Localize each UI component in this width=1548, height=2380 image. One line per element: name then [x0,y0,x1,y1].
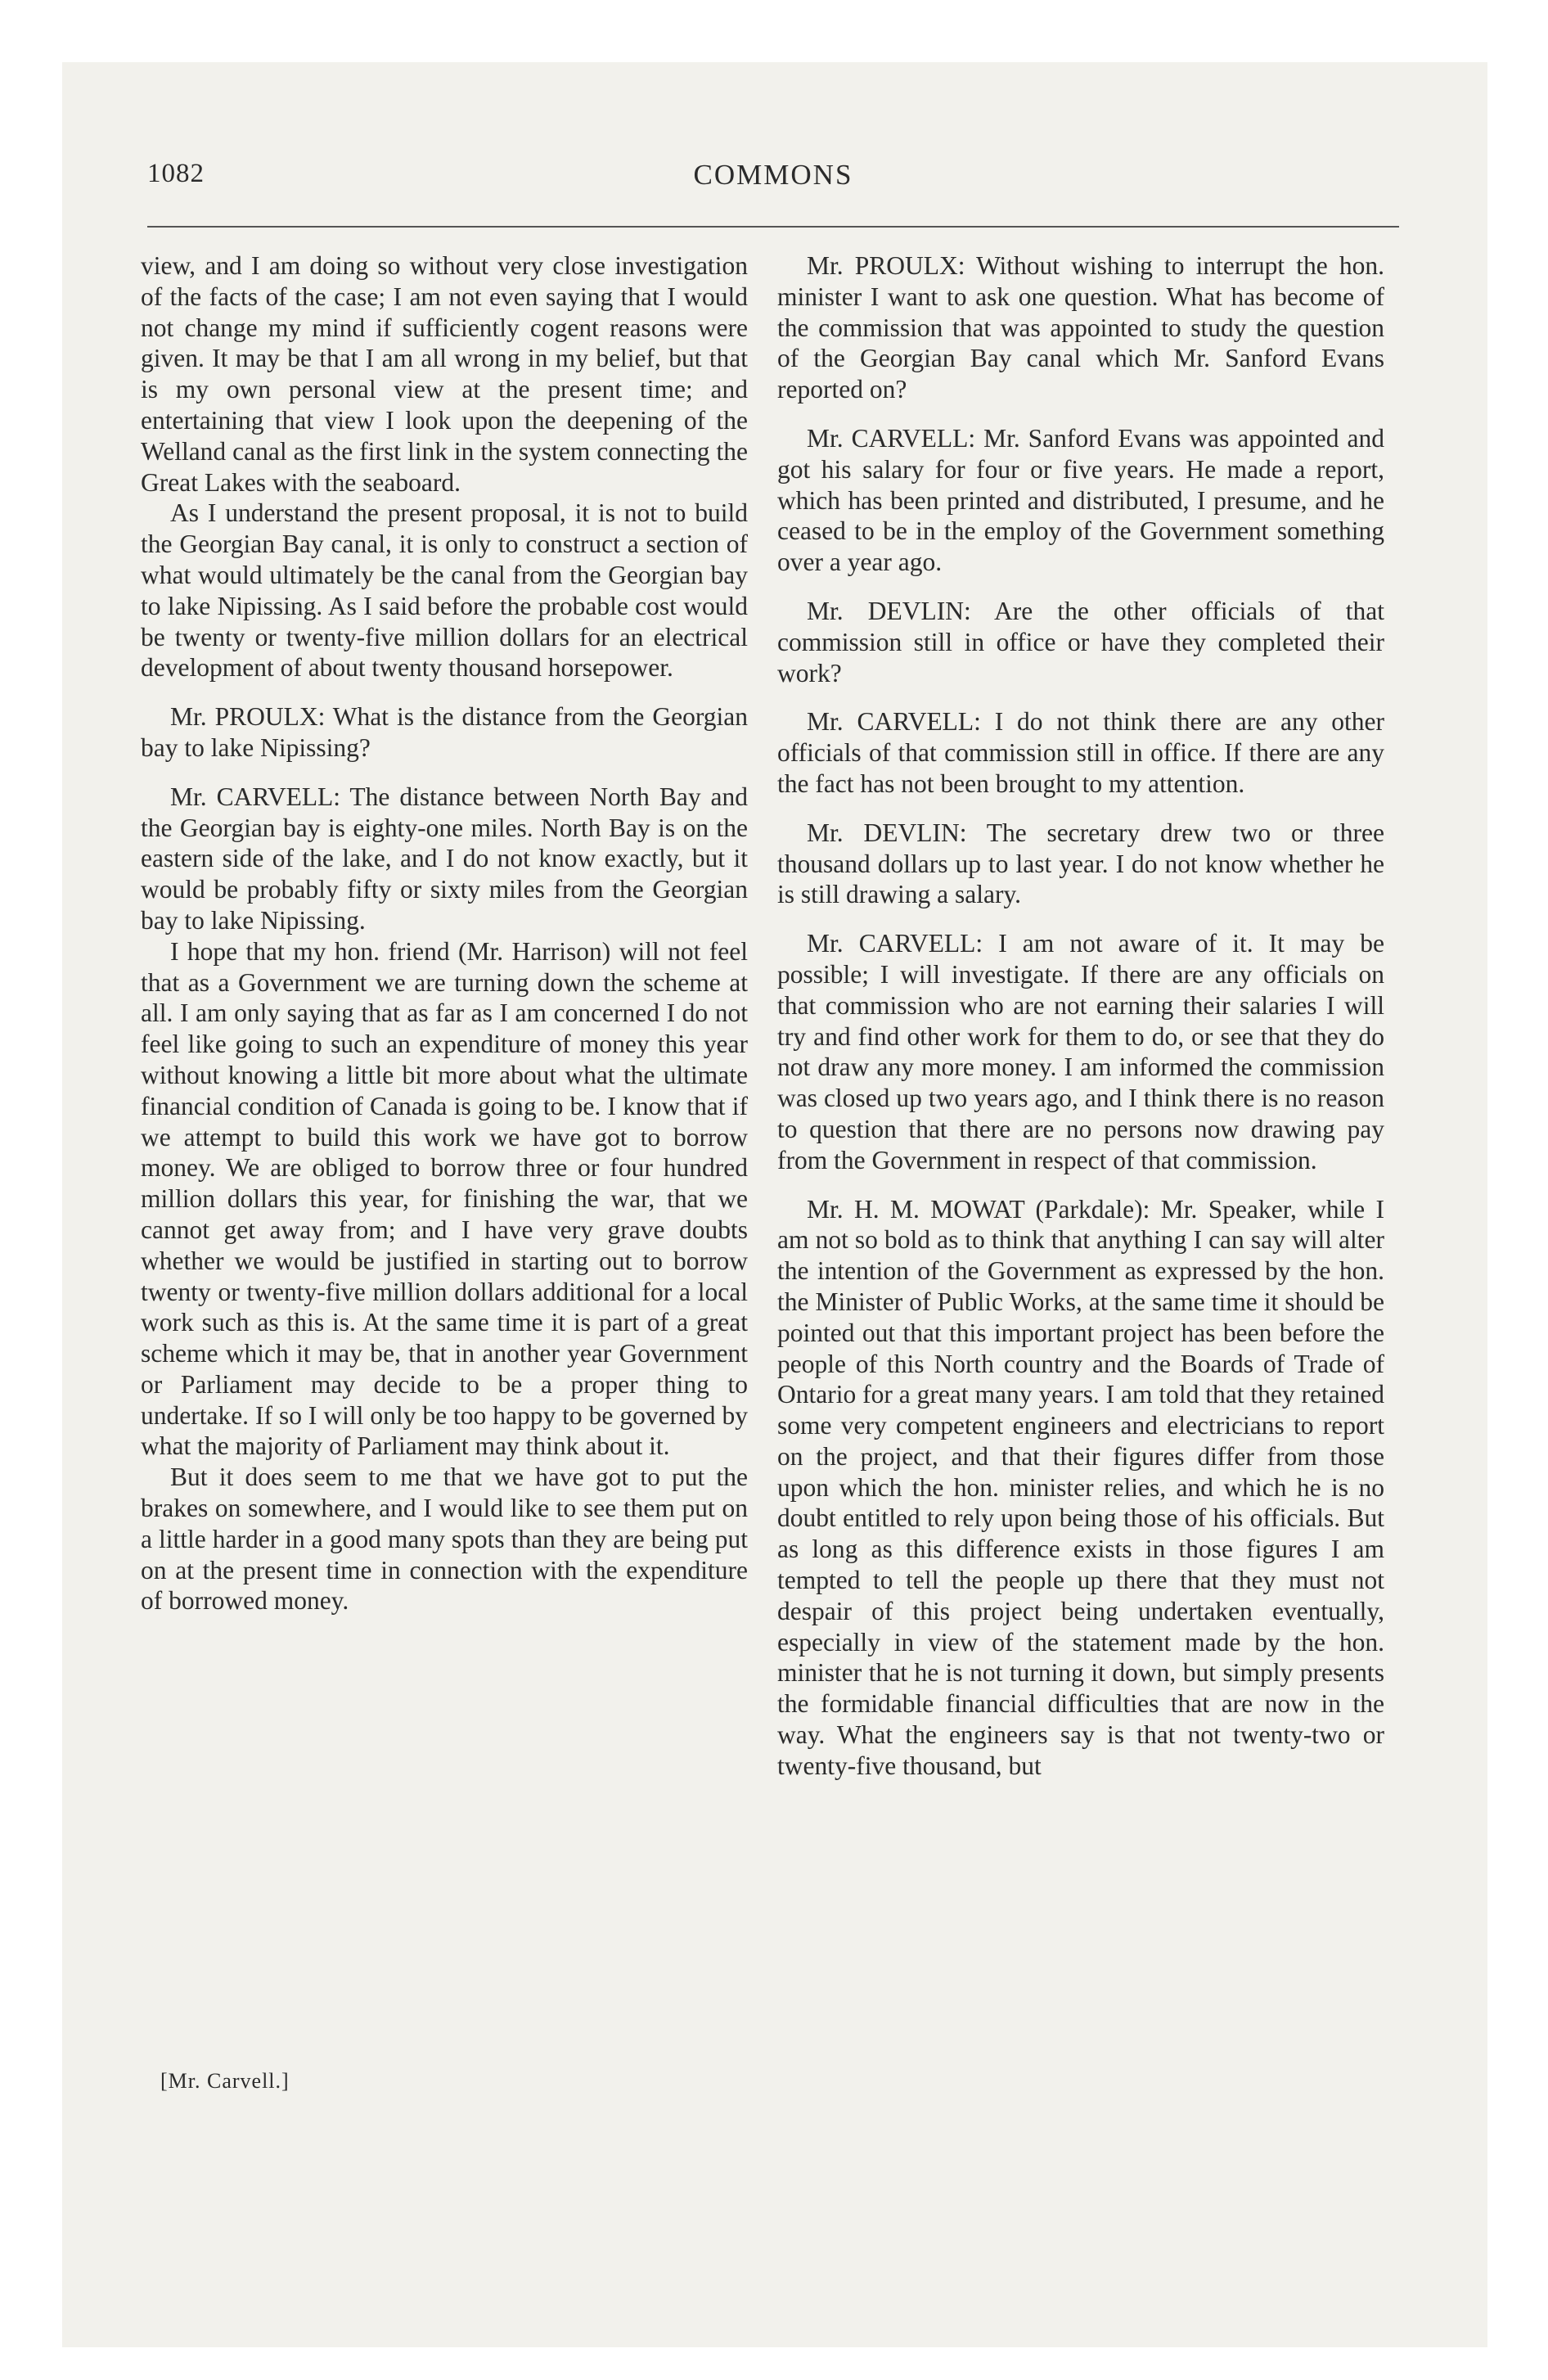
paragraph-left-4: Mr. CARVELL: The distance between North Bay and the Georgian bay is eighty-one miles. North Bay is on the eastern side of the lake, and I do not know exactly, but it would be probably fifty or sixty miles from the Georgian bay to lake Nipissing. [141,782,748,935]
paragraph-right-3: Mr. DEVLIN: Are the other officials of that commission still in office or have they completed their work? [777,596,1384,687]
right-column [777,250,1384,1782]
paragraph-left-1: view, and I am doing so without very close investigation of the facts of the case; I am not even saying that I would not change my mind if sufficiently cogent reasons were given. It may be that I am all wrong in my belief, but that is my own personal view at the present time; and entertaining that view I look upon the deepening of the Welland canal as the first link in the system connecting the Great Lakes with the seaboard. [141,251,748,497]
paragraph-left-2: As I understand the present proposal, it is not to build the Georgian Bay canal, it is only to construct a section of what would ultimately be the canal from the Georgian bay to lake Nipissing. As I said before the probable cost would be twenty or twenty-five million dollars for an electrical development of about twenty thousand horsepower. [141,498,748,683]
paragraph-left-3: Mr. PROULX: What is the distance from the Georgian bay to lake Nipissing? [141,702,748,762]
page-number: 1082 [147,159,205,188]
paragraph-right-5: Mr. DEVLIN: The secretary drew two or three thousand dollars up to last year. I do not know whether he is still drawing a salary. [777,818,1384,909]
paragraph-left-5: I hope that my hon. friend (Mr. Harrison) will not feel that as a Government we are turning down the scheme at all. I am only saying that as far as I am concerned I do not feel like going to such an expenditure of money this year without knowing a little bit more about what the ultimate financial condition of Canada is going to be. I know that if we attempt to build this work we have got to borrow money. We are obliged to borrow three or four hundred million dollars this year, for finishing the war, that we cannot get away from; and I have very grave doubts whether we would be justified in starting out to borrow twenty or twenty-five million dollars additional for a local work such as this is. At the same time it is part of a great scheme which it may be, that in another year Government or Parliament may decide to be a proper thing to undertake. If so I will only be too happy to be governed by what the majority of Parliament may think about it. [141,936,748,1461]
header-rule [147,226,1399,228]
paragraph-right-6: Mr. CARVELL: I am not aware of it. It may be possible; I will investigate. If there are any officials on that commission who are not earning their salaries I will try and find other work for them to do, or see that they do not draw any more money. I am informed the commission was closed up two years ago, and I think there is no reason to question that there are no persons now drawing pay from the Government in respect of that commission. [777,929,1384,1174]
speaker-footer-note: [Mr. Carvell.] [160,2069,290,2093]
paragraph-right-7: Mr. H. M. MOWAT (Parkdale): Mr. Speaker, while I am not so bold as to think that anything I can say will alter the intention of the Government as expressed by the hon. the Minister of Public Works, at the same time it should be pointed out that this important project has been before the people of this North country and the Boards of Trade of Ontario for a great many years. I am told that they retained some very competent engineers and electricians to report on the project, and that their figures differ from those upon which the hon. minister relies, and which he is no doubt entitled to rely upon being those of his officials. But as long as this difference exists in those figures I am tempted to tell the people up there that they must not despair of this project being undertaken eventually, especially in view of the statement made by the hon. minister that he is not turning it down, but simply presents the formidable financial difficulties that are now in the way. What the engineers say is that not twenty-two or twenty-five thousand, but [777,1194,1384,1780]
paragraph-right-2: Mr. CARVELL: Mr. Sanford Evans was appointed and got his salary for four or five years. He made a report, which has been printed and distributed, I presume, and he ceased to be in the employ of the Government something over a year ago. [777,423,1384,577]
running-head: COMMONS [693,159,853,191]
paragraph-right-4: Mr. CARVELL: I do not think there are any other officials of that commission still in office. If there are any the fact has not been brought to my attention. [777,707,1384,798]
paragraph-left-6: But it does seem to me that we have got to put the brakes on somewhere, and I would like to see them put on a little harder in a good many spots than they are being put on at the present time in connection with the expenditure of borrowed money. [141,1463,748,1616]
paragraph-right-1: Mr. PROULX: Without wishing to interrupt the hon. minister I want to ask one question. What has become of the commission that was appointed to study the question of the Georgian Bay canal which Mr. Sanford Evans reported on? [777,251,1384,404]
page-header [147,156,1399,205]
left-column [141,250,748,1616]
